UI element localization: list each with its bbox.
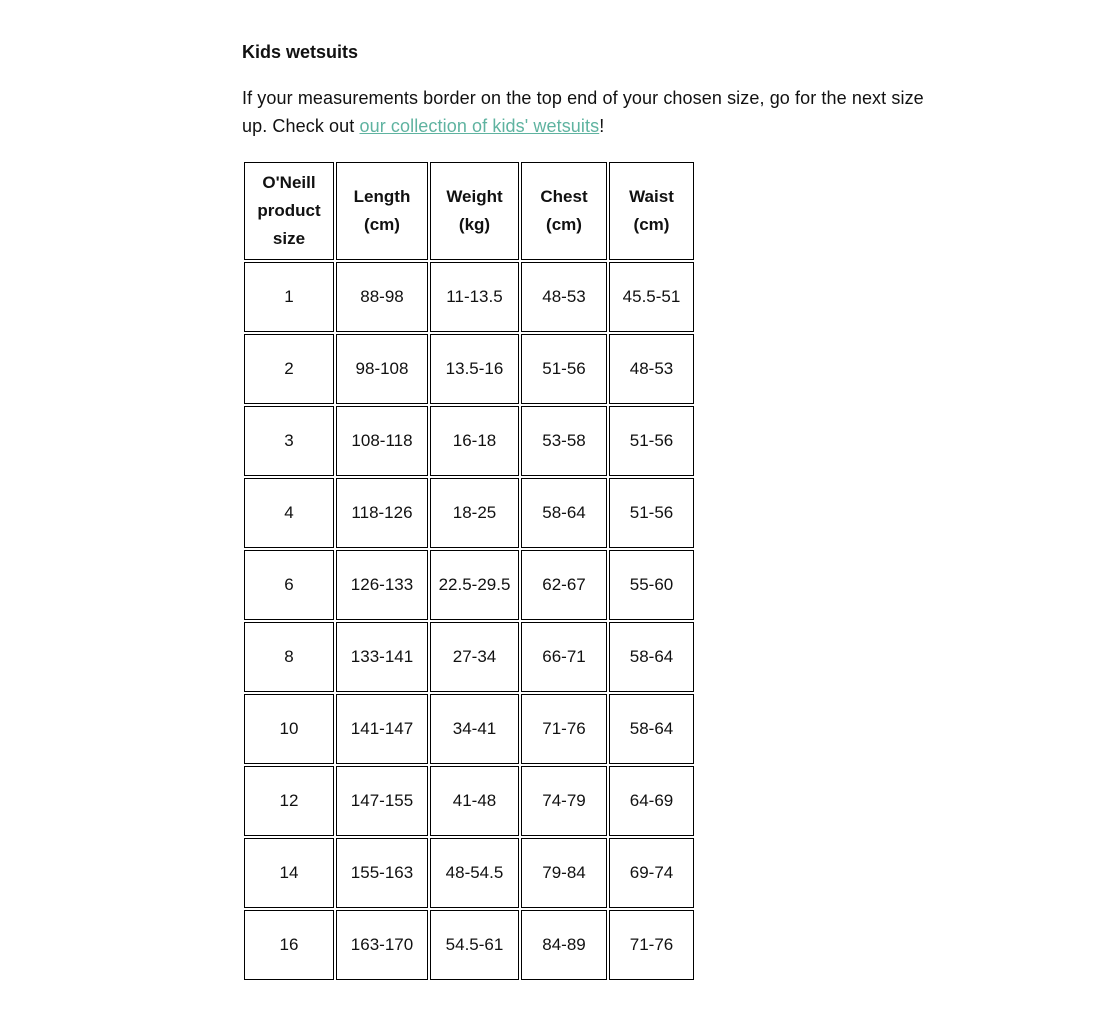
cell-weight: 54.5-61 <box>430 910 519 980</box>
cell-waist: 51-56 <box>609 406 694 476</box>
cell-size: 8 <box>244 622 334 692</box>
cell-weight: 16-18 <box>430 406 519 476</box>
cell-length: 118-126 <box>336 478 428 548</box>
cell-size: 14 <box>244 838 334 908</box>
header-length: Length (cm) <box>336 162 428 260</box>
cell-weight: 13.5-16 <box>430 334 519 404</box>
cell-size: 1 <box>244 262 334 332</box>
header-chest: Chest (cm) <box>521 162 607 260</box>
cell-chest: 79-84 <box>521 838 607 908</box>
cell-waist: 48-53 <box>609 334 694 404</box>
cell-length: 88-98 <box>336 262 428 332</box>
cell-length: 155-163 <box>336 838 428 908</box>
cell-weight: 11-13.5 <box>430 262 519 332</box>
table-row <box>244 550 694 620</box>
cell-waist: 55-60 <box>609 550 694 620</box>
table-row <box>244 406 694 476</box>
cell-weight: 48-54.5 <box>430 838 519 908</box>
intro-text-before: If your measurements border on the top end of your chosen size, go for the next size up. Check out <box>242 88 924 136</box>
size-chart-table <box>242 160 696 982</box>
cell-chest: 71-76 <box>521 694 607 764</box>
cell-size: 12 <box>244 766 334 836</box>
table-row <box>244 838 694 908</box>
cell-chest: 84-89 <box>521 910 607 980</box>
cell-weight: 18-25 <box>430 478 519 548</box>
cell-chest: 74-79 <box>521 766 607 836</box>
cell-size: 6 <box>244 550 334 620</box>
cell-waist: 58-64 <box>609 622 694 692</box>
table-row <box>244 334 694 404</box>
table-row <box>244 766 694 836</box>
cell-chest: 48-53 <box>521 262 607 332</box>
cell-weight: 27-34 <box>430 622 519 692</box>
cell-chest: 62-67 <box>521 550 607 620</box>
cell-length: 98-108 <box>336 334 428 404</box>
cell-waist: 64-69 <box>609 766 694 836</box>
cell-waist: 45.5-51 <box>609 262 694 332</box>
header-waist: Waist (cm) <box>609 162 694 260</box>
cell-chest: 58-64 <box>521 478 607 548</box>
cell-length: 141-147 <box>336 694 428 764</box>
kids-wetsuits-collection-link[interactable]: our collection of kids' wetsuits <box>359 116 600 136</box>
cell-length: 108-118 <box>336 406 428 476</box>
cell-weight: 34-41 <box>430 694 519 764</box>
cell-length: 163-170 <box>336 910 428 980</box>
section-title: Kids wetsuits <box>242 42 359 62</box>
cell-chest: 66-71 <box>521 622 607 692</box>
cell-weight: 41-48 <box>430 766 519 836</box>
table-header-row <box>244 162 694 260</box>
cell-length: 133-141 <box>336 622 428 692</box>
cell-size: 16 <box>244 910 334 980</box>
intro-text-after: ! <box>599 116 605 136</box>
cell-weight: 22.5-29.5 <box>430 550 519 620</box>
cell-length: 126-133 <box>336 550 428 620</box>
cell-size: 10 <box>244 694 334 764</box>
cell-waist: 58-64 <box>609 694 694 764</box>
cell-waist: 51-56 <box>609 478 694 548</box>
table-row <box>244 622 694 692</box>
cell-chest: 53-58 <box>521 406 607 476</box>
cell-waist: 69-74 <box>609 838 694 908</box>
cell-length: 147-155 <box>336 766 428 836</box>
cell-size: 2 <box>244 334 334 404</box>
header-product-size: O'Neill product size <box>244 162 334 260</box>
header-weight: Weight (kg) <box>430 162 519 260</box>
cell-waist: 71-76 <box>609 910 694 980</box>
cell-chest: 51-56 <box>521 334 607 404</box>
cell-size: 3 <box>244 406 334 476</box>
intro-paragraph <box>242 84 932 140</box>
table-row <box>244 694 694 764</box>
kids-wetsuits-section <box>242 38 932 982</box>
table-row <box>244 478 694 548</box>
cell-size: 4 <box>244 478 334 548</box>
table-row <box>244 910 694 980</box>
table-row <box>244 262 694 332</box>
